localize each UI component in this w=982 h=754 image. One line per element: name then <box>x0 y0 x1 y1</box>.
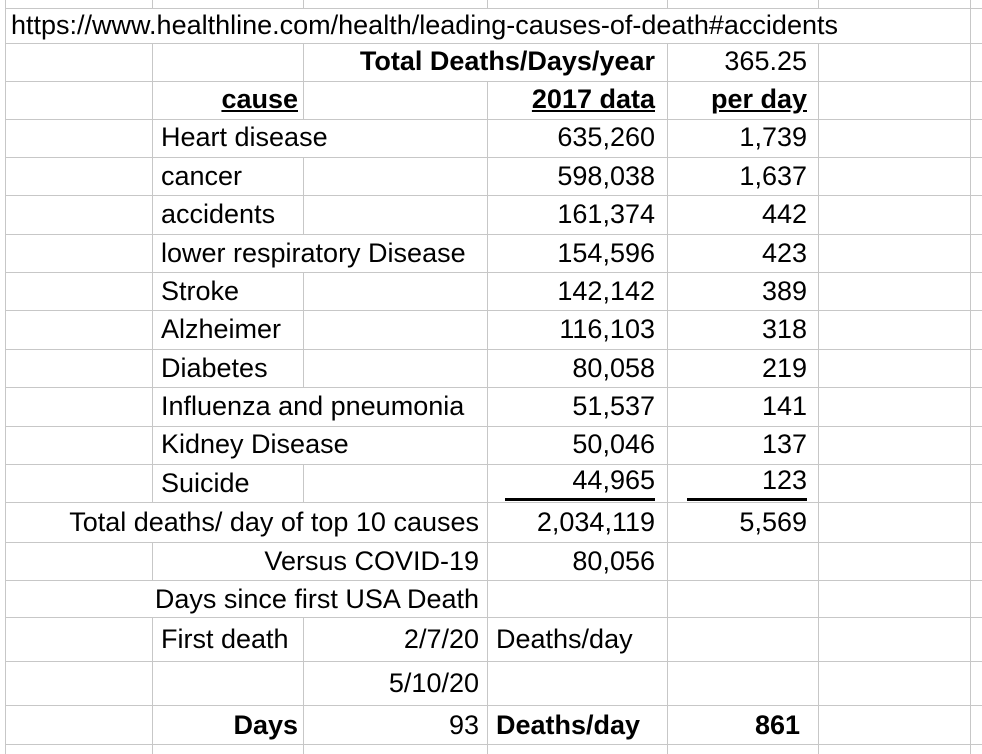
table-row <box>6 349 982 387</box>
empty-cell[interactable] <box>971 706 982 745</box>
table-row <box>6 388 982 426</box>
empty-cell[interactable] <box>819 119 971 157</box>
table-row <box>6 8 982 43</box>
empty-cell[interactable] <box>819 388 971 426</box>
per-day-cell[interactable]: 318 <box>668 311 819 349</box>
empty-cell[interactable] <box>6 745 153 754</box>
days-since-first-death-label[interactable]: Days since first USA Death <box>6 581 488 618</box>
empty-cell[interactable] <box>819 349 971 387</box>
per-day-column-header[interactable]: per day <box>668 81 819 119</box>
empty-cell[interactable] <box>6 618 153 662</box>
empty-cell[interactable] <box>668 0 819 8</box>
empty-cell[interactable] <box>304 273 488 311</box>
empty-cell[interactable] <box>819 745 971 754</box>
empty-cell[interactable] <box>971 196 982 234</box>
table-row <box>6 618 982 662</box>
table-row <box>6 273 982 311</box>
empty-cell[interactable] <box>971 311 982 349</box>
empty-cell[interactable] <box>488 0 668 8</box>
empty-cell[interactable] <box>971 581 982 618</box>
empty-cell[interactable] <box>668 581 819 618</box>
cause-column-header[interactable]: cause <box>153 81 304 119</box>
data-2017-column-header[interactable]: 2017 data <box>488 81 668 119</box>
empty-cell[interactable] <box>668 662 819 706</box>
per-day-cell[interactable]: 423 <box>668 234 819 272</box>
empty-cell[interactable] <box>6 662 153 706</box>
empty-cell[interactable] <box>971 426 982 464</box>
deaths-2017-cell[interactable]: 598,038 <box>488 157 668 195</box>
spreadsheet-grid <box>5 0 982 754</box>
per-day-cell[interactable]: 141 <box>668 388 819 426</box>
empty-cell[interactable] <box>819 662 971 706</box>
deaths-2017-cell[interactable]: 154,596 <box>488 234 668 272</box>
table-row <box>6 311 982 349</box>
table-row <box>6 43 982 81</box>
empty-cell[interactable] <box>153 662 304 706</box>
deaths-2017-cell[interactable]: 50,046 <box>488 426 668 464</box>
table-row <box>6 426 982 464</box>
table-row <box>6 119 982 157</box>
empty-cell[interactable] <box>971 119 982 157</box>
empty-cell[interactable] <box>6 543 153 581</box>
days-value-cell[interactable]: 93 <box>304 706 488 745</box>
empty-cell[interactable] <box>971 234 982 272</box>
empty-cell[interactable] <box>819 543 971 581</box>
per-day-cell[interactable]: 442 <box>668 196 819 234</box>
empty-cell[interactable] <box>819 196 971 234</box>
empty-cell[interactable] <box>6 196 153 234</box>
empty-cell[interactable] <box>819 426 971 464</box>
cause-name-cell[interactable]: Suicide <box>153 465 304 503</box>
versus-covid-label[interactable]: Versus COVID-19 <box>153 543 488 581</box>
empty-cell[interactable] <box>971 745 982 754</box>
empty-cell[interactable] <box>971 388 982 426</box>
empty-cell[interactable] <box>971 662 982 706</box>
empty-cell[interactable] <box>971 618 982 662</box>
deaths-2017-cell[interactable]: 51,537 <box>488 388 668 426</box>
empty-cell[interactable] <box>304 465 488 503</box>
empty-cell[interactable] <box>6 234 153 272</box>
table-row <box>6 81 982 119</box>
cause-name-cell[interactable]: Heart disease <box>153 119 488 157</box>
table-row <box>6 196 982 234</box>
cause-name-cell[interactable]: Influenza and pneumonia <box>153 388 488 426</box>
empty-cell[interactable] <box>153 43 304 81</box>
table-row <box>6 745 982 754</box>
empty-cell[interactable] <box>6 426 153 464</box>
empty-cell[interactable] <box>819 706 971 745</box>
deaths-2017-cell[interactable]: 116,103 <box>488 311 668 349</box>
empty-cell[interactable] <box>819 234 971 272</box>
empty-cell[interactable] <box>819 581 971 618</box>
table-row <box>6 157 982 195</box>
empty-cell[interactable] <box>971 157 982 195</box>
empty-cell[interactable] <box>668 745 819 754</box>
empty-cell[interactable] <box>819 618 971 662</box>
table-row <box>6 662 982 706</box>
per-day-cell[interactable]: 137 <box>668 426 819 464</box>
empty-cell[interactable] <box>819 81 971 119</box>
empty-cell[interactable] <box>6 0 153 8</box>
end-date-cell[interactable]: 5/10/20 <box>304 662 488 706</box>
cause-name-cell[interactable]: accidents <box>153 196 304 234</box>
empty-cell[interactable] <box>488 745 668 754</box>
empty-cell[interactable] <box>668 543 819 581</box>
empty-cell[interactable] <box>153 745 304 754</box>
cause-name-cell[interactable]: Stroke <box>153 273 304 311</box>
per-day-cell[interactable]: 1,637 <box>668 157 819 195</box>
empty-cell[interactable] <box>819 0 971 8</box>
empty-cell[interactable] <box>304 196 488 234</box>
empty-cell[interactable] <box>6 81 153 119</box>
empty-cell[interactable] <box>971 273 982 311</box>
table-row <box>6 581 982 618</box>
empty-cell[interactable] <box>6 349 153 387</box>
empty-cell[interactable] <box>6 157 153 195</box>
empty-cell[interactable] <box>819 503 971 543</box>
total-deaths-days-year-label[interactable]: Total Deaths/Days/year <box>304 43 668 81</box>
empty-cell[interactable] <box>971 349 982 387</box>
empty-cell[interactable] <box>6 465 153 503</box>
cause-name-cell[interactable]: Diabetes <box>153 349 304 387</box>
days-per-year-value[interactable]: 365.25 <box>668 43 819 81</box>
deaths-2017-cell[interactable] <box>488 465 668 503</box>
table-row <box>6 543 982 581</box>
empty-cell[interactable] <box>971 0 982 8</box>
empty-cell[interactable] <box>819 43 971 81</box>
empty-cell[interactable] <box>304 0 488 8</box>
sum-underline: 123 <box>687 466 807 501</box>
deaths-2017-cell[interactable]: 142,142 <box>488 273 668 311</box>
total-row-label[interactable]: Total deaths/ day of top 10 causes <box>6 503 488 543</box>
first-death-date-cell[interactable]: 2/7/20 <box>304 618 488 662</box>
sum-underline: 44,965 <box>505 466 655 501</box>
cause-name-cell[interactable]: lower respiratory Disease <box>153 234 488 272</box>
total-per-day-cell[interactable]: 5,569 <box>668 503 819 543</box>
empty-cell[interactable] <box>971 465 982 503</box>
empty-cell[interactable] <box>304 349 488 387</box>
empty-cell[interactable] <box>6 273 153 311</box>
table-row <box>6 0 982 8</box>
per-day-cell[interactable] <box>668 465 819 503</box>
empty-cell[interactable] <box>971 8 982 43</box>
empty-cell[interactable] <box>6 43 153 81</box>
table-row <box>6 503 982 543</box>
empty-cell[interactable] <box>971 43 982 81</box>
empty-cell[interactable] <box>819 465 971 503</box>
empty-cell[interactable] <box>971 503 982 543</box>
per-day-cell[interactable]: 219 <box>668 349 819 387</box>
table-row <box>6 465 982 503</box>
total-deaths-2017-cell[interactable]: 2,034,119 <box>488 503 668 543</box>
empty-cell[interactable] <box>819 157 971 195</box>
empty-cell[interactable] <box>304 311 488 349</box>
empty-cell[interactable] <box>153 0 304 8</box>
per-day-cell[interactable]: 389 <box>668 273 819 311</box>
empty-cell[interactable] <box>6 119 153 157</box>
cause-name-cell[interactable]: Alzheimer <box>153 311 304 349</box>
empty-cell[interactable] <box>971 81 982 119</box>
empty-cell[interactable] <box>6 311 153 349</box>
table-row <box>6 234 982 272</box>
days-label[interactable]: Days <box>153 706 304 745</box>
empty-cell[interactable] <box>488 662 668 706</box>
empty-cell[interactable] <box>304 157 488 195</box>
first-death-label[interactable]: First death <box>153 618 304 662</box>
deaths-2017-cell[interactable]: 161,374 <box>488 196 668 234</box>
source-url-cell[interactable]: https://www.healthline.com/health/leading-causes-of-death#accidents <box>6 8 971 43</box>
cause-name-cell[interactable]: cancer <box>153 157 304 195</box>
empty-cell[interactable] <box>971 543 982 581</box>
covid-deaths-cell[interactable]: 80,056 <box>488 543 668 581</box>
deaths-per-day-bold-label[interactable]: Deaths/day <box>488 706 668 745</box>
empty-cell[interactable] <box>6 706 153 745</box>
deaths-2017-cell[interactable]: 635,260 <box>488 119 668 157</box>
deaths-per-day-label[interactable]: Deaths/day <box>488 618 668 662</box>
cause-name-cell[interactable]: Kidney Disease <box>153 426 488 464</box>
covid-deaths-per-day-value[interactable]: 861 <box>668 706 819 745</box>
empty-cell[interactable] <box>668 618 819 662</box>
empty-cell[interactable] <box>819 311 971 349</box>
per-day-cell[interactable]: 1,739 <box>668 119 819 157</box>
empty-cell[interactable] <box>304 745 488 754</box>
empty-cell[interactable] <box>819 273 971 311</box>
empty-cell[interactable] <box>488 581 668 618</box>
table-row <box>6 706 982 745</box>
empty-cell[interactable] <box>6 388 153 426</box>
deaths-2017-cell[interactable]: 80,058 <box>488 349 668 387</box>
empty-cell[interactable] <box>304 81 488 119</box>
